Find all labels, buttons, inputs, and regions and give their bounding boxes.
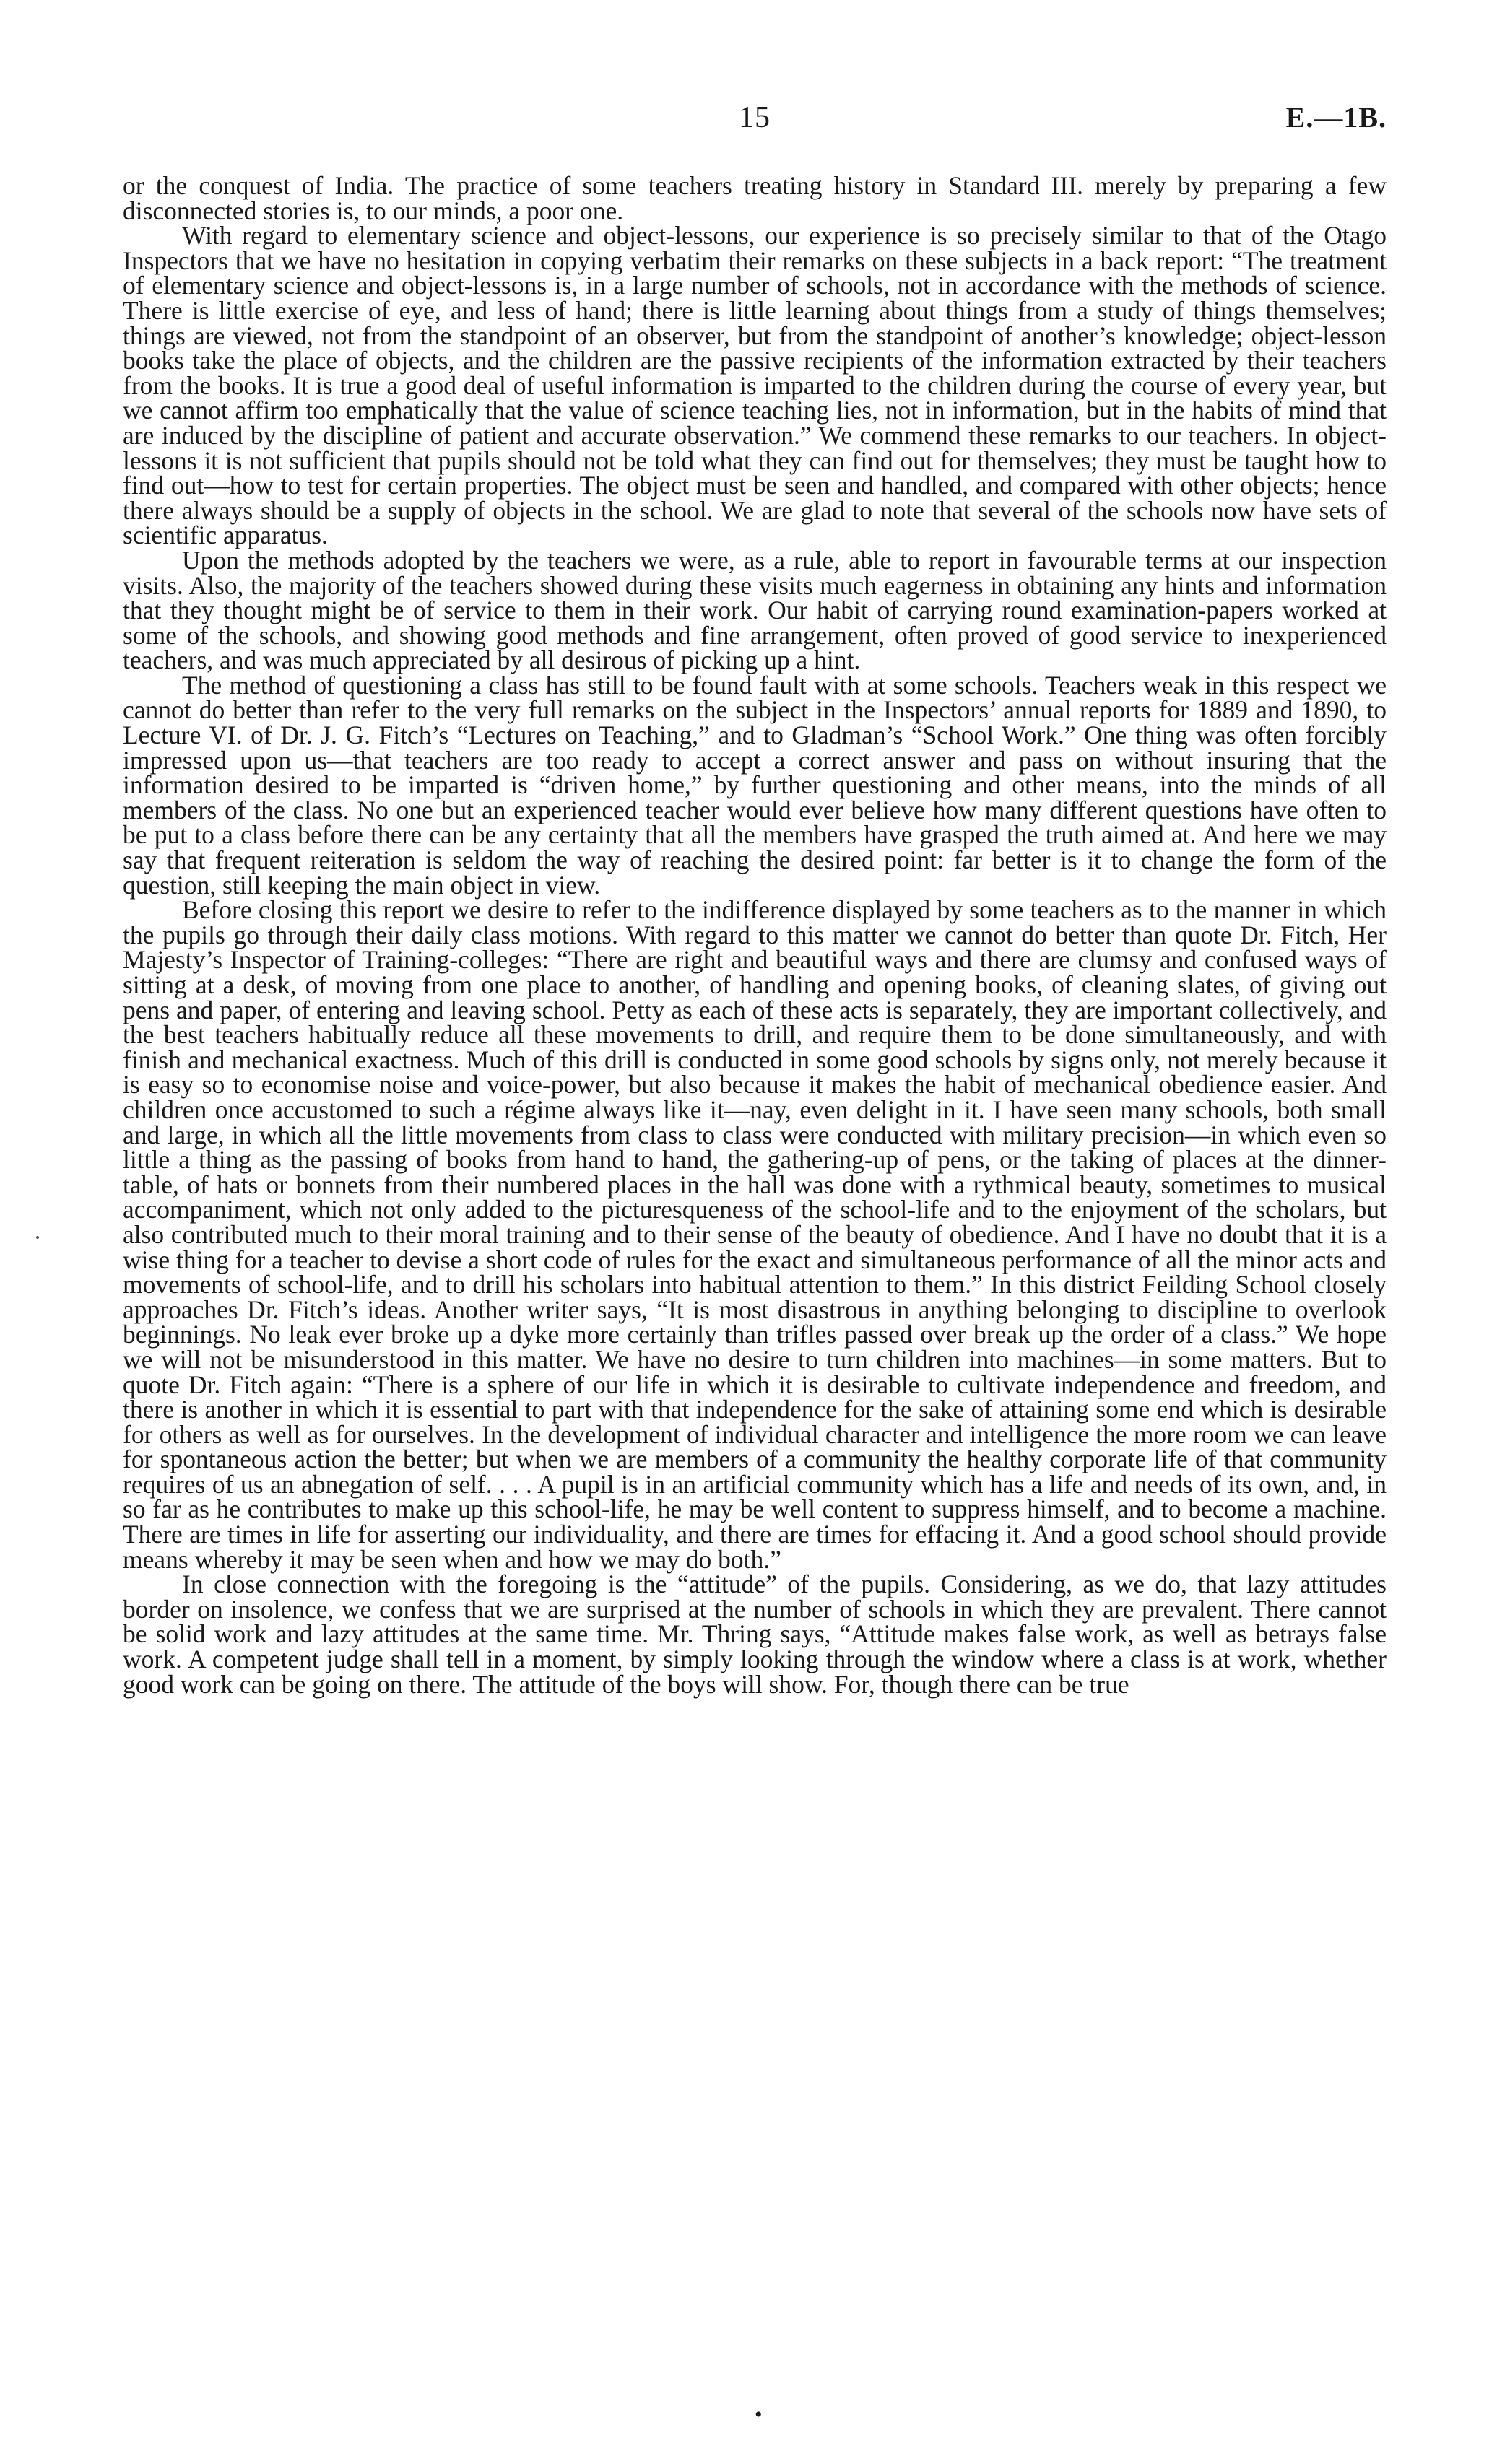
paragraph-elementary-science: With regard to elementary science and object-lessons, our experience is so precisely similar to that of the Otago Inspectors that we have no hesitation in copying verbatim their remarks on these subjects in a back report: “The treatment of elementary science and object-lessons is, in a large number of schools, not in accordance with the methods of science. There is little exercise of eye, and less of hand; there is little learning about things from a study of things themselves; things are viewed, not from the standpoint of an observer, but from the standpoint of another’s knowledge; object-lesson books take the place of objects, and the children are the passive recipients of the information extracted by their teachers from the books. It is true a good deal of useful information is imparted to the children during the course of every year, but we cannot affirm too emphatically that the value of science teaching lies, not in information, but in the habits of mind that are induced by the discipline of patient and accurate observation.” We commend these remarks to our teachers. In object-lessons it is not sufficient that pupils should not be told what they can find out for themselves; they must be taught how to find out—how to test for certain properties. The object must be seen and handled, and compared with other objects; hence there always should be a supply of objects in the school. We are glad to note that several of the schools now have sets of scientific apparatus. <box>123 221 1387 550</box>
page-header <box>123 100 1387 136</box>
sheet-reference: E.—1B. <box>1285 101 1387 134</box>
footer-mark: • <box>755 2403 763 2426</box>
paragraph-attitude: In close connection with the foregoing is the “attitude” of the pupils. Considering, as we do, that lazy attitudes border on insolence, we confess that we are surprised at the number of schools in which they are prevalent. There cannot be solid work and lazy attitudes at the same time. Mr. Thring says, “Attitude makes false work, as well as betrays false work. A competent judge shall tell in a moment, by simply looking through the window where a class is at work, whether good work can be going on there. The attitude of the boys will show. For, though there can be true <box>123 1570 1387 1699</box>
page-number: 15 <box>739 101 771 134</box>
margin-speck <box>36 1236 39 1239</box>
paragraph-history-continuation: or the conquest of India. The practice of some teachers treating history in Standard III. merely by preparing a few disconnected stories is, to our minds, a poor one. <box>123 171 1387 225</box>
paragraph-teaching-methods: Upon the methods adopted by the teachers we were, as a rule, able to report in favourable terms at our inspection visits. Also, the majority of the teachers showed during these visits much eagerness in obtaining any hints and information that they thought might be of service to them in their work. Our habit of carrying round examination-papers worked at some of the schools, and showing good methods and fine arrangement, often proved of good service to inexperienced teachers, and was much appreciated by all desirous of picking up a hint. <box>123 545 1387 675</box>
paragraph-questioning: The method of questioning a class has still to be found fault with at some schools. Teachers weak in this respect we cannot do better than refer to the very full remarks on the subject in the Inspectors’ annual reports for 1889 and 1890, to Lecture VI. of Dr. J. G. Fitch’s “Lectures on Teaching,” and to Gladman’s “School Work.” One thing was often forcibly impressed upon us—that teachers are too ready to accept a correct answer and pass on without insuring that the information desired to be imparted is “driven home,” by further questioning and other means, into the minds of all members of the class. No one but an experienced teacher would ever believe how many different questions have often to be put to a class before there can be any certainty that all the members have grasped the truth aimed at. And here we may say that frequent reiteration is seldom the way of reaching the desired point: far better is it to change the form of the question, still keeping the main object in view. <box>123 670 1387 900</box>
paragraph-class-motions: Before closing this report we desire to refer to the indifference displayed by some teachers as to the manner in which the pupils go through their daily class motions. With regard to this matter we cannot do better than quote Dr. Fitch, Her Majesty’s Inspector of Training-colleges: “There are right and beautiful ways and there are clumsy and confused ways of sitting at a desk, of moving from one place to another, of handling and opening books, of cleaning slates, of giving out pens and paper, of entering and leaving school. Petty as each of these acts is separately, they are important collectively, and the best teachers habitually reduce all these movements to drill, and require them to be done simultaneously, and with finish and mechanical exactness. Much of this drill is conducted in some good schools by signs only, not merely because it is easy so to economise noise and voice-power, but also because it makes the habit of mechanical obedience easier. And children once accustomed to such a régime always like it—nay, even delight in it. I have seen many schools, both small and large, in which all the little movements from class to class were conducted with military precision—in which even so little a thing as the passing of books from hand to hand, the gathering-up of pens, or the taking of places at the dinner-table, of hats or bonnets from their numbered places in the hall was done with a rythmical beauty, sometimes to musical accompaniment, which not only added to the picturesqueness of the school-life and to the enjoyment of the scholars, but also contributed much to their moral training and to their sense of the beauty of obedience. And I have no doubt that it is a wise thing for a teacher to devise a short code of rules for the exact and simultaneous performance of all the minor acts and movements of school-life, and to drill his scholars into habitual attention to them.” In this district Feilding School closely approaches Dr. Fitch’s ideas. Another writer says, “It is most disastrous in anything belonging to discipline to overlook beginnings. No leak ever broke up a dyke more certainly than trifles passed over break up the order of a class.” We hope we will not be misunderstood in this matter. We have no desire to turn children into machines—in some matters. But to quote Dr. Fitch again: “There is a sphere of our life in which it is desirable to cultivate independence and freedom, and there is another in which it is essential to part with that independence for the sake of attaining some end which is desirable for others as well as for ourselves. In the development of individual character and intelligence the more room we can leave for spontaneous action the better; but when we are members of a community the healthy corporate life of that community requires of us an abnegation of self. . . . A pupil is in an artificial community which has a life and needs of its own, and, in so far as he contributes to make up this school-life, he may be well content to suppress himself, and to become a machine. There are times in life for asserting our individuality, and there are times for effacing it. And a good school should provide means whereby it may be seen when and how we may do both.” <box>123 895 1387 1574</box>
report-body <box>123 173 1387 1697</box>
